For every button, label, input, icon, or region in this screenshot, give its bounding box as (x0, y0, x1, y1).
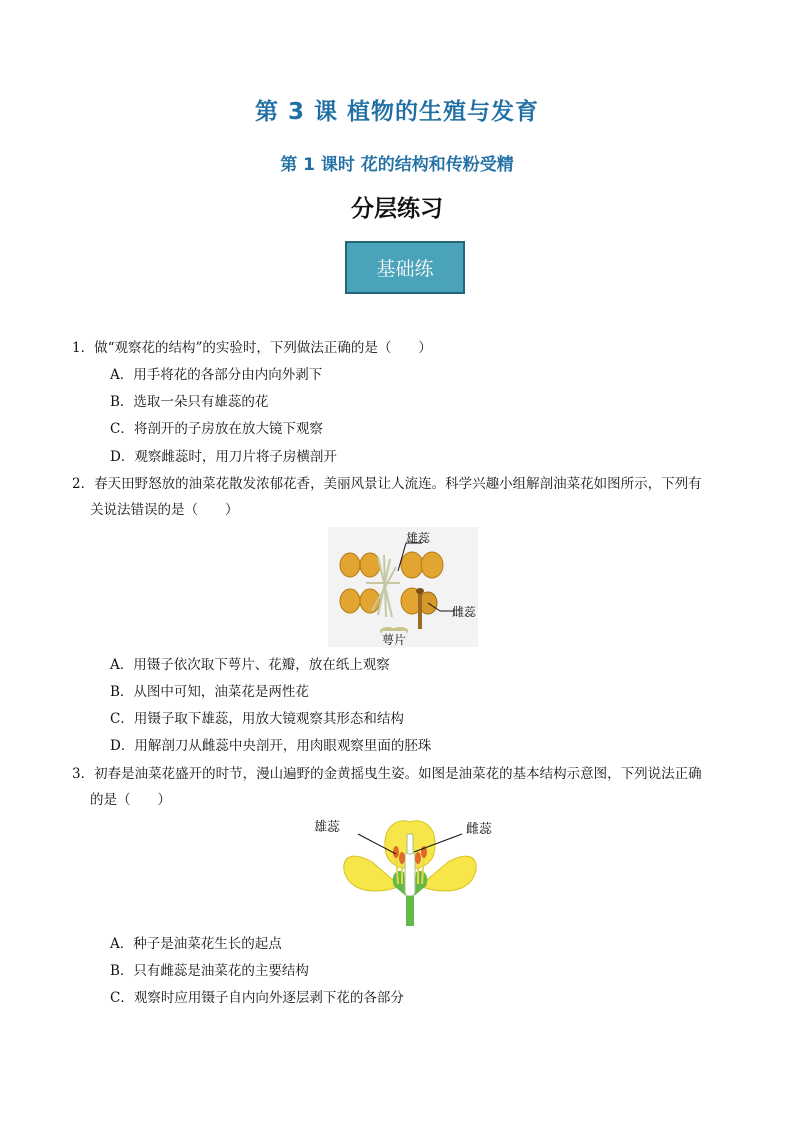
question-3-stem: 3．初春是油菜花盛开的时节，漫山遍野的金黄摇曳生姿。如图是油菜花的基本结构示意图，下列说法正确 (72, 766, 702, 782)
level-badge-label: 基础练 (376, 258, 434, 280)
question-1-option-b: B．选取一朵只有雄蕊的花 (110, 394, 269, 410)
pistil-icon (405, 834, 415, 896)
question-2-stem-cont: 关说法错误的是（ ） (90, 502, 239, 518)
question-3-stem-cont: 的是（ ） (90, 792, 171, 808)
question-2-option-d: D．用解剖刀从雌蕊中央剖开，用肉眼观察里面的胚珠 (110, 738, 432, 754)
question-2-option-c: C．用镊子取下雄蕊，用放大镜观察其形态和结构 (110, 711, 404, 727)
question-3-option-b: B．只有雌蕊是油菜花的主要结构 (110, 963, 309, 979)
label-sepal: 萼片 (382, 633, 407, 647)
section-heading: 分层练习 (351, 196, 443, 222)
question-3-option-c: C．观察时应用镊子自内向外逐层剥下花的各部分 (110, 990, 404, 1006)
lesson-title: 第 3 课 植物的生殖与发育 (254, 99, 540, 125)
lesson-subtitle: 第 1 课时 花的结构和传粉受精 (280, 155, 514, 175)
question-2-option-a: A．用镊子依次取下萼片、花瓣，放在纸上观察 (110, 657, 390, 673)
stem-icon (406, 896, 414, 926)
dissected-flower-illustration (328, 527, 478, 647)
label-pistil: 雌蕊 (466, 822, 493, 837)
label-stamen: 雄蕊 (406, 531, 431, 545)
label-pistil: 雌蕊 (452, 605, 477, 619)
question-1-option-d: D．观察雌蕊时，用刀片将子房横剖开 (110, 449, 337, 465)
question-3-option-a: A．种子是油菜花生长的起点 (110, 936, 282, 952)
question-2-option-b: B．从图中可知，油菜花是两性花 (110, 684, 309, 700)
level-badge (345, 241, 465, 294)
dissected-flower-figure (328, 527, 478, 647)
label-stamen: 雄蕊 (314, 820, 341, 835)
question-1-stem: 1．做“观察花的结构”的实验时，下列做法正确的是（ ） (72, 340, 432, 356)
question-2-stem: 2．春天田野怒放的油菜花散发浓郁花香，美丽风景让人流连。科学兴趣小组解剖油菜花如图所示，下列有 (72, 476, 702, 492)
question-1-option-a: A．用手将花的各部分由内向外剥下 (110, 367, 323, 383)
flower-structure-figure (310, 814, 510, 926)
question-1-option-c: C．将剖开的子房放在放大镜下观察 (110, 421, 323, 437)
